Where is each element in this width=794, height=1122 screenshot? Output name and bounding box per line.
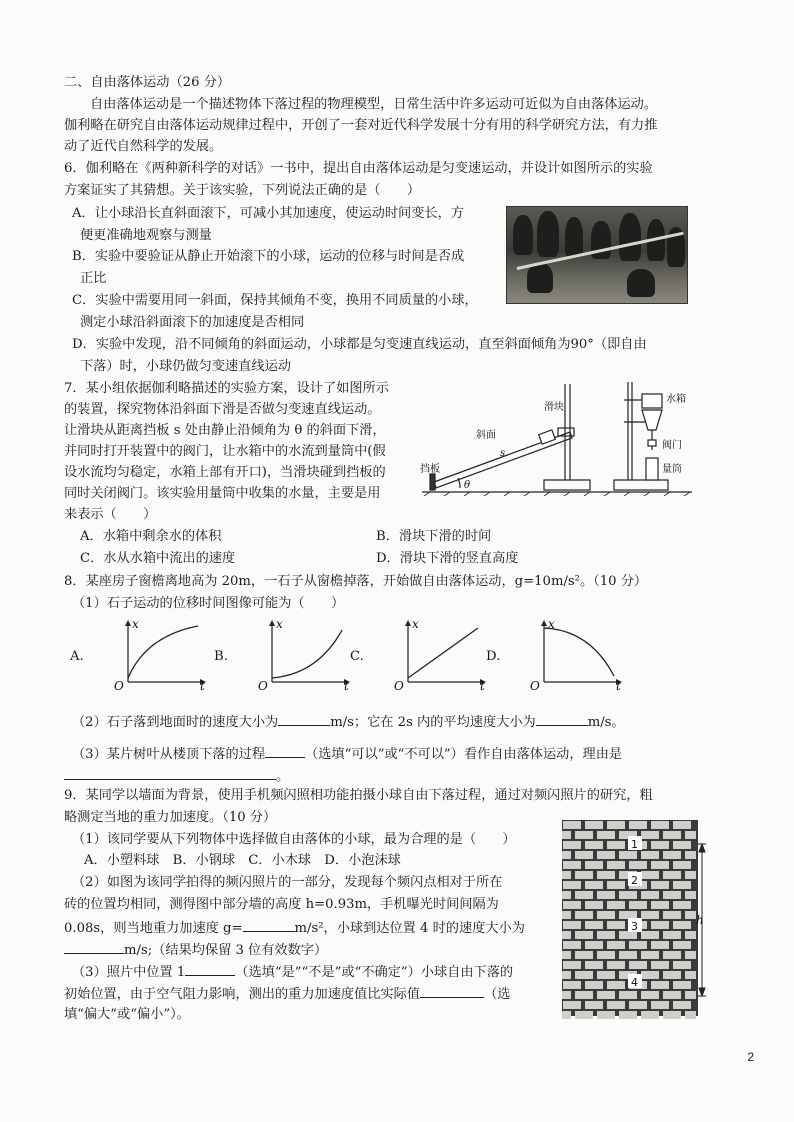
brick bbox=[641, 971, 659, 979]
q7-apparatus-diagram bbox=[420, 376, 700, 496]
brick bbox=[575, 971, 593, 979]
label-valve: 阀门 bbox=[662, 440, 682, 451]
q6-option-a-2: 便更准确地观察与测量 bbox=[80, 228, 212, 243]
brick bbox=[629, 861, 647, 869]
brick bbox=[629, 941, 647, 949]
section-intro-1: 自由落体运动是一个描述物体下落过程的物理模型，日常生活中许多运动可近似为自由落体运动。 bbox=[90, 97, 658, 112]
q9-bias-blank[interactable] bbox=[420, 984, 484, 998]
brick bbox=[585, 1001, 603, 1009]
graph-curve bbox=[272, 630, 342, 678]
brick bbox=[663, 971, 681, 979]
brick bbox=[673, 921, 691, 929]
brick bbox=[597, 991, 615, 999]
brick bbox=[663, 871, 681, 879]
graph-axis-label-x: x bbox=[132, 617, 139, 631]
brick bbox=[663, 831, 681, 839]
brick bbox=[629, 961, 647, 969]
brick bbox=[673, 841, 691, 849]
graph-axis-label-o: O bbox=[530, 679, 540, 692]
brick bbox=[685, 891, 696, 899]
brick bbox=[585, 941, 603, 949]
brick bbox=[597, 911, 615, 919]
q8-part-2-b: m/s；它在 2s 内的平均速度大小为 bbox=[330, 715, 536, 730]
brick bbox=[619, 891, 637, 899]
brick bbox=[619, 951, 637, 959]
brick bbox=[641, 871, 659, 879]
xt-graph-a[interactable] bbox=[94, 616, 210, 692]
q8-part-1: （1）石子运动的位移时间图像可能为（ ） bbox=[72, 596, 345, 611]
brick bbox=[641, 931, 659, 939]
brick bbox=[562, 1011, 571, 1019]
q8-part-2 bbox=[72, 712, 625, 732]
brick bbox=[607, 901, 625, 909]
brick bbox=[562, 931, 571, 939]
q6-option-c-1: C．实验中需要用同一斜面，保持其倾角不变，换用不同质量的小球， bbox=[72, 293, 478, 308]
brick bbox=[607, 861, 625, 869]
q8-part-2-c: m/s。 bbox=[587, 715, 625, 730]
brick bbox=[685, 1011, 696, 1019]
graph-option-label-c: C. bbox=[350, 649, 364, 664]
graph-axis-label-x: x bbox=[276, 617, 283, 631]
q7-option-a: A．水箱中剩余水的体积 bbox=[80, 529, 222, 544]
q7-option-c: C．水从水箱中流出的速度 bbox=[80, 551, 236, 566]
brick bbox=[651, 921, 669, 929]
brick bbox=[585, 841, 603, 849]
brick bbox=[585, 881, 603, 889]
q9-part-1: （1）该同学要从下列物体中选择做自由落体的小球，最为合理的是（ ） bbox=[72, 832, 516, 847]
label-incline: 斜面 bbox=[476, 430, 496, 441]
q6-option-d-1: D．实验中发现，沿不同倾角的斜面运动，小球都是匀变速直线运动，直至斜面倾角为90°（即自由 bbox=[72, 337, 647, 352]
section-intro-3: 动了近代自然科学的发展。 bbox=[64, 139, 223, 154]
brick bbox=[607, 821, 625, 829]
q8-reason-blank[interactable] bbox=[64, 766, 276, 780]
q6-option-c-2: 测定小球沿斜面滚下的加速度是否相同 bbox=[80, 315, 305, 330]
brick bbox=[685, 991, 696, 999]
q9-part-2-line-1: （2）如图为该同学拍得的频闪照片的一部分，发现每个频闪点相对于所在 bbox=[72, 875, 503, 890]
q9-v4-blank[interactable] bbox=[64, 940, 124, 954]
position-marker-4: 4 bbox=[631, 976, 638, 989]
q6-option-a-1: A．让小球沿长直斜面滚下，可减小其加速度，使运动时间变长，方 bbox=[72, 206, 464, 221]
brick bbox=[585, 981, 603, 989]
q8-part-2-a: （2）石子落到地面时的速度大小为 bbox=[72, 715, 279, 730]
graph-axis-label-o: O bbox=[114, 679, 124, 692]
brick bbox=[651, 941, 669, 949]
xt-graph-d[interactable] bbox=[510, 616, 626, 692]
brick bbox=[629, 821, 647, 829]
q9-part-2-l3a: 0.08s，则当地重力加速度 g= bbox=[64, 921, 243, 936]
label-tank: 水箱 bbox=[666, 394, 686, 405]
graph-curve bbox=[544, 628, 614, 676]
brick bbox=[563, 881, 581, 889]
q9-part-3-l2b: （选 bbox=[484, 987, 511, 1002]
galileo-experiment-photo bbox=[506, 206, 688, 304]
brick bbox=[585, 901, 603, 909]
brick bbox=[607, 941, 625, 949]
q8-leaf-choice-blank[interactable] bbox=[265, 744, 305, 758]
brick bbox=[607, 1001, 625, 1009]
brick bbox=[651, 861, 669, 869]
brick bbox=[563, 841, 581, 849]
brick bbox=[563, 921, 581, 929]
brick bbox=[562, 831, 571, 839]
brick bbox=[663, 891, 681, 899]
brick bbox=[673, 881, 691, 889]
q8-stem: 8．某座房子窗檐离地高为 20m，一石子从窗檐掉落，开始做自由落体运动，g=10m/s²。（10 分） bbox=[64, 574, 648, 589]
q9-part-3-line-1 bbox=[72, 962, 513, 982]
brick bbox=[663, 911, 681, 919]
brick bbox=[562, 971, 571, 979]
brick bbox=[673, 861, 691, 869]
q9-part-2-line-2: 砖的位置均相同，测得图中部分墙的高度 h=0.93m，手机曝光时间间隔为 bbox=[64, 897, 499, 912]
q9-part-2-l4: m/s;（结果均保留 3 位有效数字） bbox=[124, 943, 328, 958]
brick bbox=[663, 951, 681, 959]
position-marker-2: 2 bbox=[631, 874, 638, 887]
brick bbox=[651, 821, 669, 829]
brick bbox=[575, 871, 593, 879]
brick bbox=[597, 831, 615, 839]
label-cylinder: 量筒 bbox=[662, 464, 682, 475]
brick bbox=[651, 901, 669, 909]
brick bbox=[563, 901, 581, 909]
brick bbox=[562, 951, 571, 959]
brick bbox=[585, 861, 603, 869]
brick bbox=[651, 881, 669, 889]
section-title: 二、自由落体运动（26 分） bbox=[64, 75, 231, 90]
graph-axis-label-t: t bbox=[200, 679, 205, 692]
q8-part-3-end: 。 bbox=[276, 769, 290, 784]
brick bbox=[673, 901, 691, 909]
brick bbox=[629, 1001, 647, 1009]
q8-velocity-blank[interactable] bbox=[278, 712, 330, 726]
q9-stem-2: 略测定当地的重力加速度。（10 分） bbox=[64, 810, 277, 825]
q9-stem-1: 9．某同学以墙面为背景，使用手机频闪照相功能拍摄小球自由下落过程，通过对频闪照片的研究，粗 bbox=[64, 788, 653, 803]
q9-part-2-line-4 bbox=[64, 940, 327, 960]
brick bbox=[685, 971, 696, 979]
brick bbox=[562, 891, 571, 899]
brick bbox=[685, 871, 696, 879]
q8-part-3 bbox=[72, 744, 622, 764]
brick bbox=[575, 991, 593, 999]
brick bbox=[575, 911, 593, 919]
q7-line-2: 的装置，探究物体沿斜面下滑是否做匀变速直线运动。 bbox=[64, 402, 381, 417]
brick bbox=[641, 891, 659, 899]
q6-stem-2: 方案证实了其猜想。关于该实验，下列说法正确的是（ ） bbox=[64, 183, 421, 198]
brick bbox=[607, 961, 625, 969]
brick bbox=[685, 951, 696, 959]
brick bbox=[651, 1001, 669, 1009]
brick bbox=[585, 921, 603, 929]
brick bbox=[597, 971, 615, 979]
brick bbox=[563, 961, 581, 969]
graph-axes bbox=[128, 622, 204, 682]
brick bbox=[673, 1001, 691, 1009]
brick bbox=[563, 861, 581, 869]
graph-option-label-a: A. bbox=[70, 649, 84, 664]
brick bbox=[562, 991, 571, 999]
q6-option-b-1: B．实验中要验证从静止开始滚下的小球，运动的位移与时间是否成 bbox=[72, 249, 465, 264]
brick bbox=[651, 981, 669, 989]
brick bbox=[585, 821, 603, 829]
brick bbox=[575, 891, 593, 899]
brick bbox=[597, 1011, 615, 1019]
q7-line-5: 设水流均匀稳定，水箱上部有开口)，当滑块碰到挡板的 bbox=[64, 465, 386, 480]
xt-graph-c[interactable] bbox=[374, 616, 490, 692]
q7-line-6: 同时关闭阀门。该实验用量筒中收集的水量，主要是用 bbox=[64, 486, 381, 501]
graph-axis-label-o: O bbox=[258, 679, 268, 692]
brick bbox=[663, 1011, 681, 1019]
brick bbox=[685, 831, 696, 839]
brick bbox=[597, 931, 615, 939]
q8-part-3-a: （3）某片树叶从楼顶下落的过程 bbox=[72, 747, 266, 762]
brick bbox=[641, 951, 659, 959]
brick bbox=[585, 961, 603, 969]
brick bbox=[575, 831, 593, 839]
q9-options: A．小塑料球 B．小钢球 C．小木球 D．小泡沫球 bbox=[84, 853, 401, 868]
q7-line-3: 让滑块从距离挡板 s 处由静止沿倾角为 θ 的斜面下滑， bbox=[64, 423, 386, 438]
brick bbox=[619, 851, 637, 859]
brick bbox=[575, 951, 593, 959]
q6-option-b-2: 正比 bbox=[80, 271, 107, 286]
brick bbox=[619, 991, 637, 999]
brick bbox=[575, 1011, 593, 1019]
graph-axes bbox=[544, 622, 620, 682]
brick bbox=[607, 921, 625, 929]
brick bbox=[673, 941, 691, 949]
brick bbox=[562, 871, 571, 879]
h-label: h bbox=[696, 913, 704, 927]
q9-part-3-l1a: （3）照片中位置 1 bbox=[72, 965, 186, 980]
q9-part-2-line-3 bbox=[64, 918, 525, 938]
brick bbox=[651, 961, 669, 969]
brick bbox=[563, 941, 581, 949]
brick bbox=[651, 841, 669, 849]
brick bbox=[607, 981, 625, 989]
brick bbox=[685, 931, 696, 939]
graph-axes bbox=[272, 622, 348, 682]
brick bbox=[575, 931, 593, 939]
brick bbox=[597, 891, 615, 899]
brick bbox=[641, 1011, 659, 1019]
graph-axis-label-o: O bbox=[394, 679, 404, 692]
q7-option-d: D．滑块下滑的竖直高度 bbox=[376, 551, 519, 566]
brick bbox=[562, 851, 571, 859]
q9-part-2-l3b: m/s²，小球到达位置 4 时的速度大小为 bbox=[294, 921, 525, 936]
q9-part-3-l2a: 初始位置，由于空气阻力影响，测出的重力加速度值比实际值 bbox=[64, 987, 421, 1002]
graph-axis-label-t: t bbox=[616, 679, 621, 692]
page-number: 2 bbox=[747, 1050, 754, 1064]
brick bbox=[563, 1001, 581, 1009]
q8-part-3-b: （选填“可以”或“不可以”）看作自由落体运动，理由是 bbox=[305, 747, 623, 762]
label-slider: 滑块 bbox=[544, 402, 564, 413]
graph-curve bbox=[128, 626, 198, 678]
brick bbox=[563, 981, 581, 989]
graph-option-label-b: B. bbox=[214, 649, 228, 664]
brick bbox=[619, 1011, 637, 1019]
brick bbox=[673, 821, 691, 829]
position-marker-1: 1 bbox=[631, 838, 638, 851]
brick bbox=[673, 961, 691, 969]
q6-stem-1: 6．伽利略在《两种新科学的对话》一书中，提出自由落体运动是匀变速运动，并设计如图所示的实验 bbox=[64, 161, 653, 176]
brick bbox=[663, 991, 681, 999]
q7-line-4: 并同时打开装置中的阀门，让水箱中的水流到量筒中(假 bbox=[64, 444, 386, 459]
brick bbox=[641, 831, 659, 839]
brick bbox=[685, 851, 696, 859]
graph-option-label-d: D. bbox=[486, 649, 501, 664]
brick bbox=[575, 851, 593, 859]
q9-part-3-l1b: （选填“是”“不是”或“不确定”）小球自由下落的 bbox=[235, 965, 514, 980]
q8-avg-velocity-blank[interactable] bbox=[536, 712, 588, 726]
brick bbox=[629, 901, 647, 909]
brick bbox=[619, 911, 637, 919]
q7-line-7: 来表示（ ） bbox=[64, 507, 157, 522]
graph-axis-label-t: t bbox=[480, 679, 485, 692]
label-theta: θ bbox=[464, 480, 471, 491]
graph-axis-label-t: t bbox=[344, 679, 349, 692]
brick bbox=[597, 951, 615, 959]
q9-brick-wall-photo bbox=[560, 820, 710, 1020]
q8-reason-line bbox=[64, 766, 289, 786]
brick bbox=[663, 851, 681, 859]
graph-axes bbox=[408, 622, 484, 682]
q6-option-d-2: 下落）时，小球仍做匀变速直线运动 bbox=[80, 359, 291, 374]
brick bbox=[607, 841, 625, 849]
xt-graph-b[interactable] bbox=[238, 616, 354, 692]
brick bbox=[641, 911, 659, 919]
q9-part-3-line-3: 填“偏大”或“偏小”）。 bbox=[64, 1007, 190, 1022]
label-s: s bbox=[500, 448, 506, 459]
q9-g-blank[interactable] bbox=[243, 918, 295, 932]
label-baffle: 挡板 bbox=[420, 464, 440, 475]
q9-initial-position-blank[interactable] bbox=[185, 962, 235, 976]
brick bbox=[562, 911, 571, 919]
graph-curve bbox=[408, 628, 478, 678]
q9-part-3-line-2 bbox=[64, 984, 510, 1004]
brick bbox=[673, 981, 691, 989]
section-intro-2: 伽利略在研究自由落体运动规律过程中，开创了一套对近代科学发展十分有用的科学研究方法，有力推 bbox=[64, 118, 658, 133]
graph-axis-label-x: x bbox=[548, 617, 555, 631]
graph-axis-label-x: x bbox=[412, 617, 419, 631]
position-marker-3: 3 bbox=[631, 920, 638, 933]
brick bbox=[597, 851, 615, 859]
brick bbox=[685, 911, 696, 919]
brick bbox=[563, 821, 581, 829]
brick bbox=[641, 851, 659, 859]
brick bbox=[663, 931, 681, 939]
q7-option-b: B．滑块下滑的时间 bbox=[376, 529, 492, 544]
q7-line-1: 7．某小组依据伽利略描述的实验方案，设计了如图所示 bbox=[64, 381, 389, 396]
brick bbox=[607, 881, 625, 889]
brick bbox=[597, 871, 615, 879]
brick bbox=[641, 991, 659, 999]
